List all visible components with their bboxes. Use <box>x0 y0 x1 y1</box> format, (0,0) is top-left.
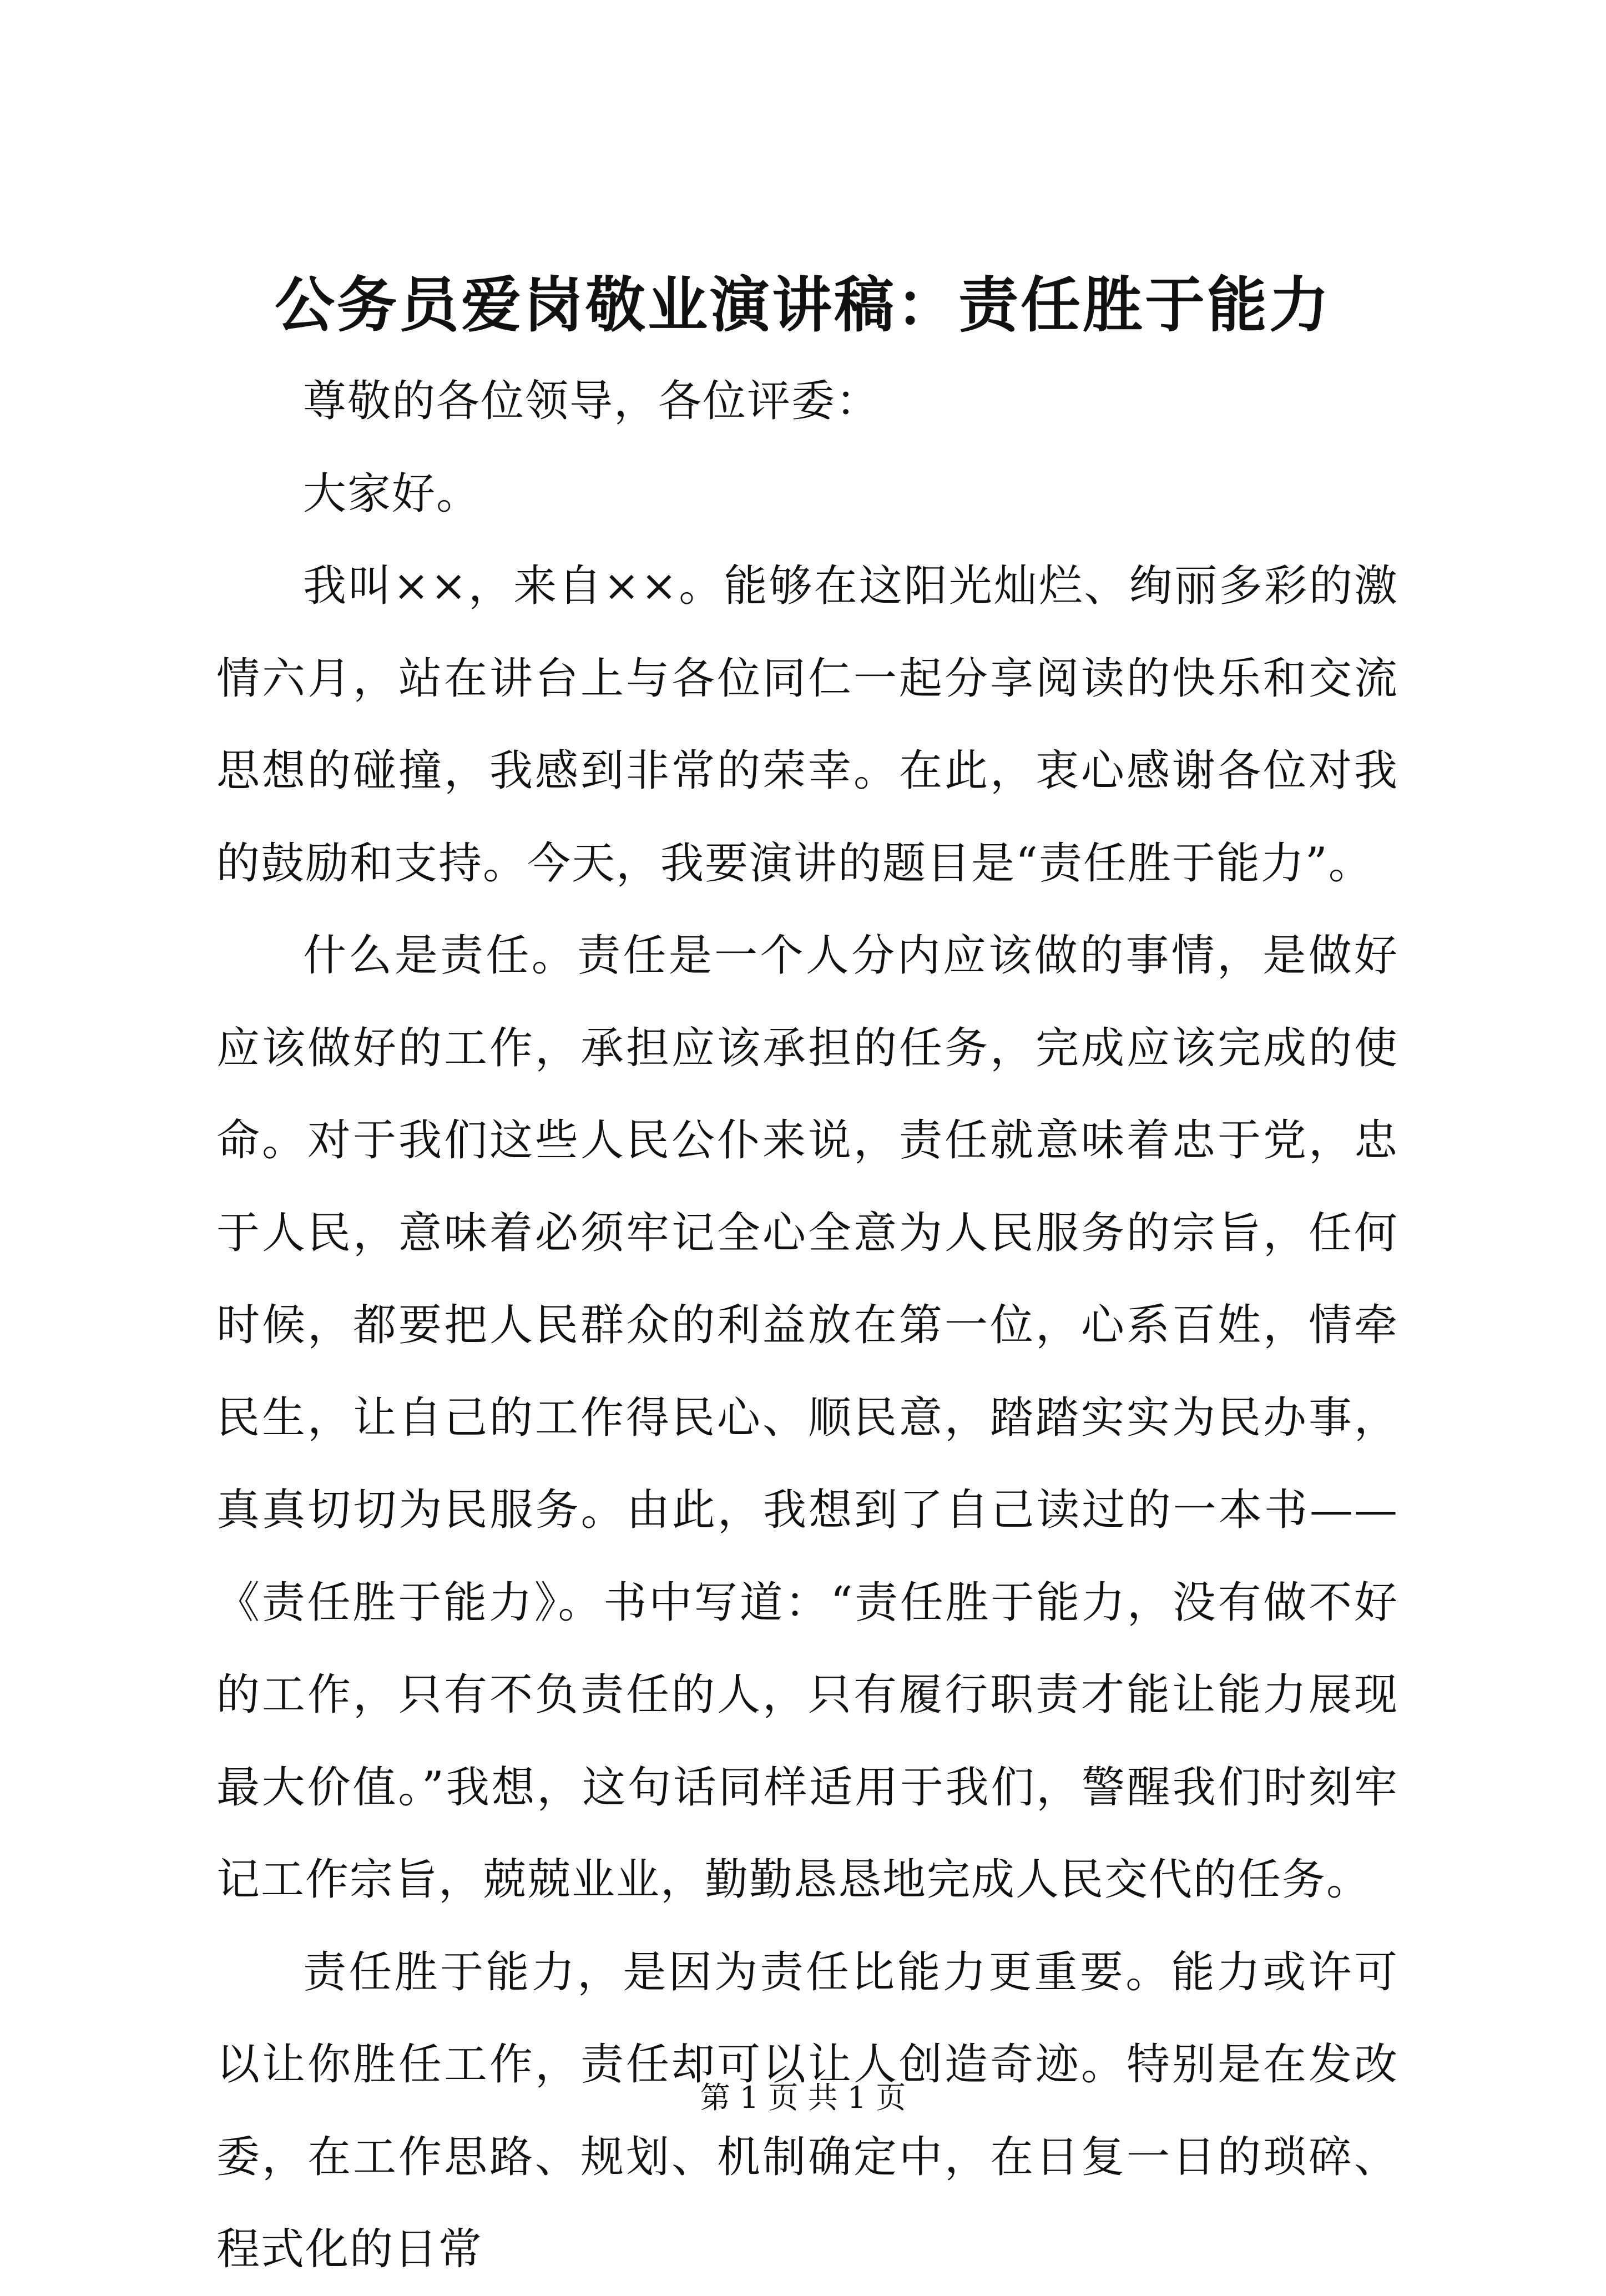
paragraph-responsibility-over-ability: 责任胜于能力，是因为责任比能力更重要。能力或许可以让你胜任工作，责任却可以让人创造奇迹。特别是在发改委，在工作思路、规划、机制确定中，在日复一日的琐碎、程式化的日常 <box>216 1947 1398 2274</box>
document-body <box>216 355 1398 2296</box>
paragraph-salutation: 尊敬的各位领导，各位评委： <box>303 376 881 426</box>
page-footer: 第 1 页 共 1 页 <box>700 2080 906 2115</box>
paragraph-introduction: 我叫××，来自××。能够在这阳光灿烂、绚丽多彩的激情六月，站在讲台上与各位同仁一起分享阅读的快乐和交流思想的碰撞，我感到非常的荣幸。在此，衷心感谢各位对我的鼓励和支持。今天，我要演讲的题目是“责任胜于能力”。 <box>216 561 1398 889</box>
paragraph-greeting: 大家好。 <box>303 468 481 519</box>
paragraph-what-is-responsibility: 什么是责任。责任是一个人分内应该做的事情，是做好应该做好的工作，承担应该承担的任务，完成应该完成的使命。对于我们这些人民公仆来说，责任就意味着忠于党，忠于人民，意味着必须牢记全心全意为人民服务的宗旨，任何时候，都要把人民群众的利益放在第一位，心系百姓，情牵民生，让自己的工作得民心、顺民意，踏踏实实为民办事，真真切切为民服务。由此，我想到了自己读过的一本书——《责任胜于能力》。书中写道：“责任胜于能力，没有做不好的工作，只有不负责任的人，只有履行职责才能让能力展现最大价值。”我想，这句话同样适用于我们，警醒我们时刻牢记工作宗旨，兢兢业业，勤勤恳恳地完成人民交代的任务。 <box>216 931 1398 1905</box>
document-title: 公务员爱岗敬业演讲稿：责任胜于能力 <box>274 270 1331 340</box>
